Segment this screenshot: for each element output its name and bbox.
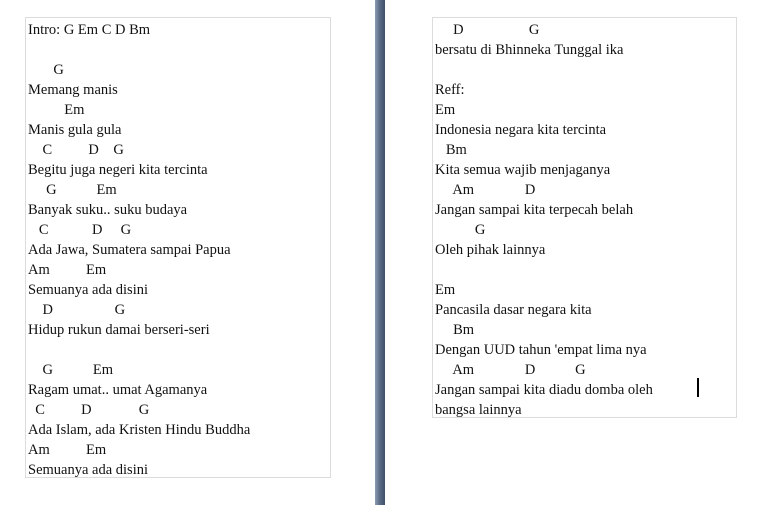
- document-line: Ragam umat.. umat Agamanya: [28, 382, 208, 398]
- document-line: G Em: [28, 182, 117, 198]
- document-line: G Em: [28, 362, 113, 378]
- document-line: Ada Islam, ada Kristen Hindu Buddha: [28, 422, 251, 438]
- document-line: Dengan UUD tahun 'empat lima nya: [435, 342, 647, 358]
- document-line: [435, 60, 653, 80]
- right-document-page[interactable]: [432, 17, 737, 418]
- document-line: Bm: [435, 142, 467, 158]
- document-line: Banyak suku.. suku budaya: [28, 202, 188, 218]
- document-line: Bm: [435, 322, 475, 338]
- document-line: Jangan sampai kita terpecah belah: [435, 202, 634, 218]
- right-page-lines: [435, 20, 653, 420]
- document-line: Em: [435, 282, 456, 298]
- document-line: Em: [435, 102, 456, 118]
- document-line: Semuanya ada disini: [28, 282, 149, 298]
- document-line: Indonesia negara kita tercinta: [435, 122, 607, 138]
- document-line: G: [435, 222, 486, 238]
- left-page-lines: [28, 20, 250, 480]
- document-line: Kita semua wajib menjaganya: [435, 162, 611, 178]
- document-line: [28, 40, 250, 60]
- document-line: [435, 260, 653, 280]
- document-line: C D G: [28, 402, 150, 418]
- document-line: [28, 340, 250, 360]
- document-line: Em: [28, 102, 85, 118]
- document-line: Manis gula gula: [28, 122, 122, 138]
- document-line: D G: [435, 22, 540, 38]
- document-line: Am D G: [435, 362, 586, 378]
- document-line: Am Em: [28, 442, 107, 458]
- document-line: Semuanya ada disini: [28, 462, 149, 478]
- document-line: G: [28, 62, 64, 78]
- page-divider: [375, 0, 385, 505]
- document-line: Ada Jawa, Sumatera sampai Papua: [28, 242, 231, 258]
- document-line: Hidup rukun damai berseri-seri: [28, 322, 210, 338]
- document-line: Pancasila dasar negara kita: [435, 302, 592, 318]
- document-line: Intro: G Em C D Bm: [28, 22, 151, 38]
- document-line: D G: [28, 302, 126, 318]
- document-line: Am D: [435, 182, 536, 198]
- document-line: bersatu di Bhinneka Tunggal ika: [435, 42, 624, 58]
- document-line: C D G: [28, 222, 132, 238]
- document-line: Memang manis: [28, 82, 118, 98]
- document-line: Am Em: [28, 262, 107, 278]
- document-line: Reff:: [435, 82, 465, 98]
- document-line: bangsa lainnya: [435, 402, 522, 418]
- document-line: C D G: [28, 142, 124, 158]
- left-document-page[interactable]: [25, 17, 331, 478]
- document-line: Begitu juga negeri kita tercinta: [28, 162, 208, 178]
- text-cursor: [697, 378, 699, 397]
- document-line: Oleh pihak lainnya: [435, 242, 546, 258]
- document-line: Jangan sampai kita diadu domba oleh: [435, 382, 653, 398]
